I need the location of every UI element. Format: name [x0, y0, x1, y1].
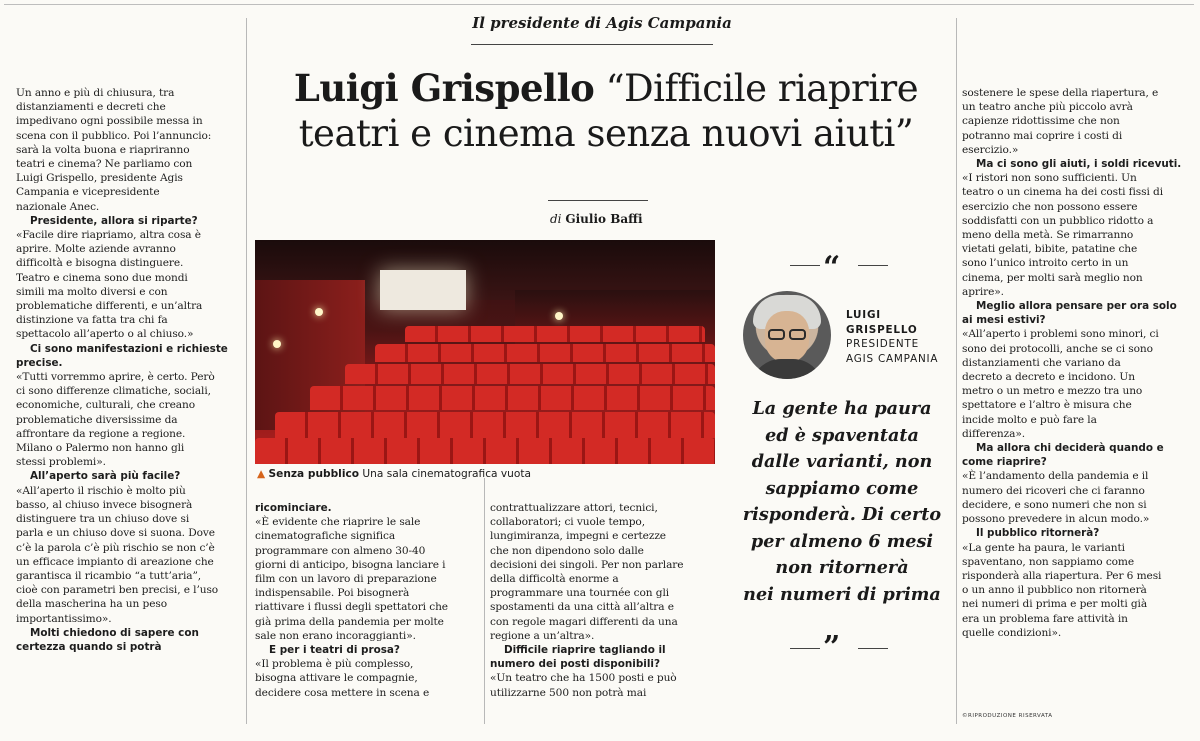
- answer-line: potranno mai coprire i costi di: [962, 129, 1123, 142]
- answer-line: garantisca il ricambio “a tutt’aria”,: [16, 569, 202, 582]
- open-quote-icon: “: [823, 250, 841, 285]
- answer-line: «All’aperto il rischio è molto più: [16, 484, 186, 497]
- answer-line: collaboratori; ci vuole tempo,: [490, 516, 645, 529]
- quote-line-top-left: [790, 265, 820, 266]
- answer-line: quelle condizioni».: [962, 626, 1062, 639]
- answer-line: decidere cosa mettere in scena e: [255, 686, 430, 699]
- answer-line: riattivare i flussi degli spettatori che: [255, 601, 448, 614]
- answer-line: che non dipendono solo dalle: [490, 544, 644, 557]
- answer-line: «La gente ha paura, le varianti: [962, 541, 1125, 554]
- answer-line: utilizzarne 500 non potrà mai: [490, 686, 647, 699]
- question-aid: Ma ci sono gli aiuti, i soldi ricevuti.: [976, 158, 1182, 171]
- column-3: [490, 501, 716, 700]
- answer-line: distinzione va fatta tra chi fa: [16, 314, 168, 327]
- answer-seats: [490, 671, 716, 699]
- column-4: [962, 86, 1188, 640]
- answer-line: sono dei protocolli, anche se ci sono: [962, 342, 1153, 355]
- answer-line: problematiche diversissime da: [16, 413, 178, 426]
- caption-triangle-icon: ▲: [257, 468, 266, 480]
- answer-line: lungimiranza, impegni e certezze: [490, 530, 666, 543]
- copyright-notice: ©RIPRODUZIONE RISERVATA: [962, 713, 1053, 719]
- answer-summer: [962, 327, 1188, 441]
- question-continued: ricominciare.: [255, 502, 332, 514]
- intro-line: distanziamenti e decreti che: [16, 101, 166, 114]
- intro-line: sarà la volta buona e riapriranno: [16, 143, 190, 156]
- answer-line: distinguere tra un chiuso dove si: [16, 513, 190, 526]
- intro-line: teatri e cinema? Ne parliamo con: [16, 158, 193, 171]
- answer-line: risponderà alla riapertura. Per 6 mesi: [962, 569, 1162, 582]
- answer-line: decisioni dei singoli. Per non parlare: [490, 558, 684, 571]
- quote-line-bottom-left: [790, 648, 820, 649]
- answer-line: «È l’andamento della pandemia e il: [962, 470, 1149, 483]
- intro-line: Campania e vicepresidente: [16, 186, 160, 199]
- column-2: [255, 501, 481, 700]
- headline: [256, 66, 956, 156]
- answer-line: indispensabile. Poi bisognerà: [255, 587, 410, 600]
- question-4: Molti chiedono di sapere con certezza quando si potrà: [16, 626, 199, 653]
- answer-line: film con un lavoro di preparazione: [255, 573, 437, 586]
- answer-line: o un anno il pubblico non ritornerà: [962, 584, 1147, 597]
- intro-line: Un anno e più di chiusura, tra: [16, 87, 175, 99]
- answer-line: spostamenti da una città all’altra e: [490, 601, 674, 614]
- headline-name: Luigi Grispello: [293, 66, 595, 110]
- answer-line: «I ristori non sono sufficienti. Un: [962, 172, 1137, 185]
- quote-line-bottom-right: [858, 648, 888, 649]
- answer-line: meno della metà. Se rimarranno: [962, 229, 1134, 242]
- answer-line: parla e un chiuso dove si suona. Dove: [16, 527, 215, 540]
- answer-line: Milano o Palermo non hanno gli: [16, 442, 185, 455]
- answer-line: giorni di anticipo, bisogna lanciare i: [255, 558, 446, 571]
- answer-line: capienze ridottissime che non: [962, 115, 1120, 128]
- answer-line: della mascherina ha un peso: [16, 598, 167, 611]
- answer-aid: [962, 171, 1188, 299]
- answer-line: regione a un’altra».: [490, 629, 595, 642]
- answer-line: spettatore e l’altro è misura che: [962, 399, 1132, 412]
- answer-who-decides: [962, 469, 1188, 526]
- question-theatre: E per i teatri di prosa?: [269, 644, 400, 657]
- byline-author: Giulio Baffi: [565, 212, 643, 226]
- answer-line: possono prevedere in alcun modo.»: [962, 513, 1150, 526]
- answer-line: metro o un metro e mezzo tra uno: [962, 385, 1143, 398]
- kicker: Il presidente di Agis Campania: [472, 14, 732, 32]
- cinema-screen: [380, 270, 466, 310]
- answer-line: esercizio.»: [962, 143, 1019, 156]
- portrait-photo: [743, 291, 831, 379]
- column-divider-right: [956, 18, 957, 724]
- answer-continued: [255, 515, 481, 643]
- answer-line: importantissimo».: [16, 612, 112, 625]
- intro-text: [16, 86, 242, 214]
- answer-line: «Facile dire riapriamo, altra cosa è: [16, 229, 201, 242]
- headline-title-part1: “Difficile riaprire: [605, 67, 919, 110]
- photo-caption: ▲ Senza pubblico Una sala cinematografica vuota: [257, 468, 532, 480]
- answer-line: contrattualizzare attori, tecnici,: [490, 502, 658, 514]
- question-seats: Difficile riaprire tagliando il numero dei posti disponibili?: [490, 644, 666, 671]
- pull-quote-line: sappiamo come: [765, 477, 919, 499]
- answer-line: vietati gelati, bibite, patatine che: [962, 243, 1138, 256]
- question-2: Ci sono manifestazioni e richieste precise.: [16, 342, 228, 369]
- headline-rule: [548, 200, 648, 201]
- question-1: Presidente, allora si riparte?: [30, 214, 198, 227]
- headline-line-1: [256, 66, 956, 111]
- profile-caption: LUIGI GRISPELLO PRESIDENTE AGIS CAMPANIA: [846, 309, 939, 365]
- answer-line: bisogna attivare le compagnie,: [255, 672, 418, 685]
- answer-line: «All’aperto i problemi sono minori, ci: [962, 328, 1159, 341]
- answer-line: programmare con almeno 30-40: [255, 544, 426, 557]
- pull-quote-line: dalle varianti, non: [751, 451, 933, 472]
- answer-line: sale non erano incoraggianti».: [255, 629, 416, 642]
- answer-line: ci sono differenze climatiche, sociali,: [16, 385, 211, 398]
- answer-line: aprire. Molte aziende avranno: [16, 243, 176, 256]
- cinema-photo: [255, 240, 715, 464]
- answer-theatre: [255, 657, 481, 700]
- pull-quote-line: per almeno 6 mesi: [750, 530, 934, 552]
- intro-line: nazionale Anec.: [16, 200, 100, 213]
- pull-quote: [735, 396, 949, 608]
- answer-theatre-continued: [490, 501, 716, 643]
- quote-line-top-right: [858, 265, 888, 266]
- answer-line: aprire».: [962, 285, 1004, 298]
- pull-quote-line: La gente ha paura: [752, 398, 932, 419]
- answer-line: economiche, culturali, che creano: [16, 399, 195, 412]
- answer-audience: [962, 541, 1188, 640]
- intro-line: impedivano ogni possibile messa in: [16, 115, 203, 128]
- answer-line: soddisfatti con un pubblico ridotto a: [962, 214, 1154, 227]
- answer-line: «È evidente che riaprire le sale: [255, 516, 421, 529]
- pull-quote-line: risponderà. Di certo: [742, 504, 942, 525]
- answer-line: basso, al chiuso invece bisognerà: [16, 498, 193, 511]
- answer-line: spettacolo all’aperto o al chiuso.»: [16, 328, 194, 341]
- answer-line: della difficoltà enorme a: [490, 573, 619, 586]
- answer-line: simili ma molto diversi e con: [16, 285, 168, 298]
- answer-line: già prima della pandemia per molte: [255, 615, 444, 628]
- answer-line: «Il problema è più complesso,: [255, 658, 414, 671]
- byline: di Giulio Baffi: [550, 212, 643, 226]
- pull-quote-line: ed è spaventata: [765, 424, 919, 446]
- answer-line: numero dei ricoveri che ci faranno: [962, 484, 1145, 497]
- answer-line: affrontare da regione a regione.: [16, 427, 186, 440]
- close-quote-icon: ”: [823, 630, 841, 665]
- answer-line: era un problema fare attività in: [962, 612, 1128, 625]
- answer-line: cinema, per molti sarà meglio non: [962, 271, 1143, 284]
- answer-line: «Un teatro che ha 1500 posti e può: [490, 672, 677, 685]
- answer-line: cioè con parametri ben precisi, e l’uso: [16, 584, 219, 597]
- pull-quote-line: non ritornerà: [775, 557, 909, 578]
- answer-line: un teatro anche più piccolo avrà: [962, 101, 1133, 114]
- column-divider-left: [246, 18, 247, 724]
- answer-line: distanziamenti che variano da: [962, 356, 1121, 369]
- answer-2: [16, 370, 242, 469]
- answer-line: teatro o un cinema ha dei costi fissi di: [962, 186, 1163, 199]
- answer-line: «Tutti vorremmo aprire, è certo. Però: [16, 371, 215, 384]
- intro-line: scena con il pubblico. Poi l’annuncio:: [16, 129, 212, 142]
- answer-line: differenza».: [962, 427, 1025, 440]
- answer-line: sostenere le spese della riapertura, e: [962, 87, 1159, 99]
- answer-line: esercizio che non possono essere: [962, 200, 1138, 213]
- answer-line: con regole magari differenti da una: [490, 615, 678, 628]
- answer-line: cinematografiche significa: [255, 530, 396, 543]
- intro-line: Luigi Grispello, presidente Agis: [16, 172, 183, 185]
- headline-line-2: teatri e cinema senza nuovi aiuti”: [298, 112, 914, 155]
- answer-line: problematiche differenti, e un’altra: [16, 300, 203, 313]
- question-summer: Meglio allora pensare per ora solo ai mesi estivi?: [962, 300, 1177, 327]
- question-audience: Il pubblico ritornerà?: [976, 527, 1100, 540]
- question-who-decides: Ma allora chi deciderà quando e come riaprire?: [962, 442, 1164, 469]
- answer-line: Teatro e cinema sono due mondi: [16, 271, 188, 284]
- answer-line: spaventano, non sappiamo come: [962, 555, 1135, 568]
- kicker-rule: [471, 44, 713, 45]
- answer-line: decidere, e sono numeri che non si: [962, 498, 1147, 511]
- answer-line: programmare una tournée con gli: [490, 587, 670, 600]
- answer-line: incide molto e può fare la: [962, 413, 1097, 426]
- answer-line: un efficace impianto di areazione che: [16, 555, 214, 568]
- answer-line: stessi problemi».: [16, 456, 106, 469]
- answer-3: [16, 484, 242, 626]
- question-3: All’aperto sarà più facile?: [30, 470, 181, 483]
- answer-costs-continued: [962, 86, 1188, 157]
- column-divider-middle: [484, 478, 485, 724]
- answer-line: difficoltà e bisogna distinguere.: [16, 257, 184, 270]
- answer-1: [16, 228, 242, 342]
- answer-line: nei numeri di prima e per molti già: [962, 598, 1148, 611]
- answer-line: decreto a decreto e incidono. Un: [962, 371, 1135, 384]
- pull-quote-line: nei numeri di prima: [743, 583, 941, 605]
- column-1: [16, 86, 242, 654]
- answer-line: c’è la parola c’è più rischio se non c’è: [16, 541, 215, 554]
- answer-line: sono l’unico introito certo in un: [962, 257, 1129, 270]
